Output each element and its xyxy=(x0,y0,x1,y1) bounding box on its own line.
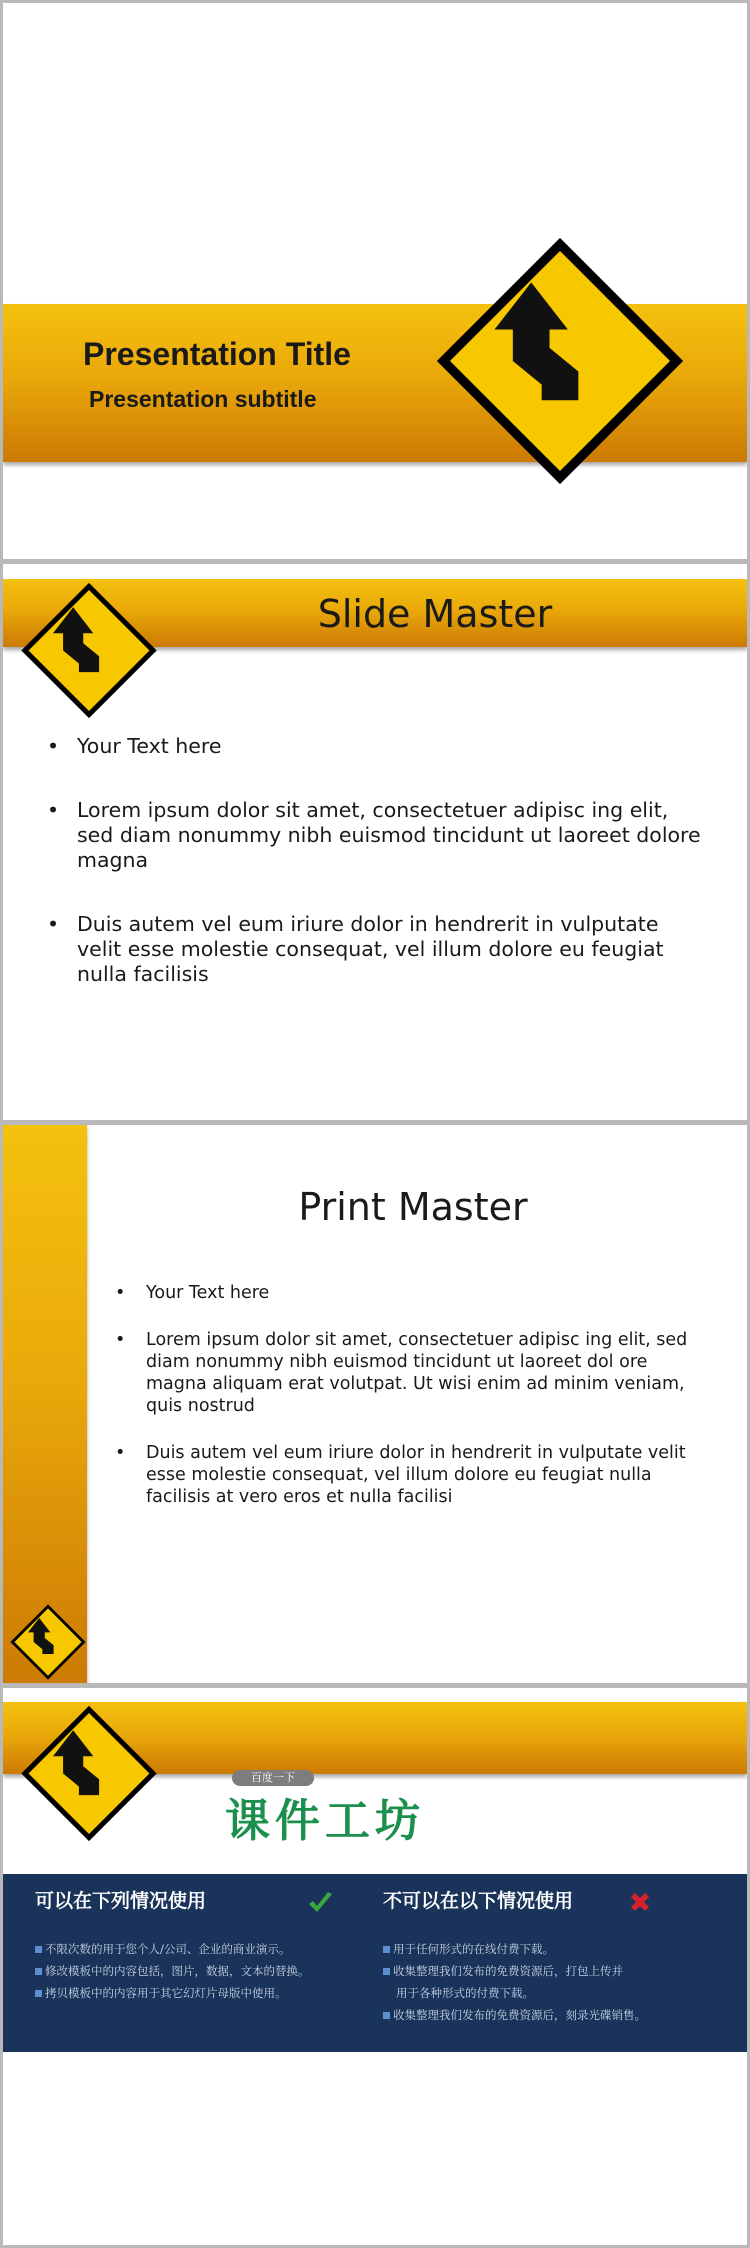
forbidden-item-continued: 用于各种形式的付费下载。 xyxy=(396,1986,534,2000)
curve-road-sign-icon xyxy=(17,1700,161,1847)
logo-badge: 百度一下 xyxy=(232,1770,314,1786)
allowed-item: 不限次数的用于您个人/公司、企业的商业演示。 xyxy=(35,1938,310,1960)
allowed-item: 拷贝模板中的内容用于其它幻灯片母版中使用。 xyxy=(35,1982,310,2004)
bullet-item: • Duis autem vel eum iriure dolor in hendrerit in vulputate velit esse molestie consequat, vel illum dolore eu feugiat nulla facilisis at vero eros et nulla facilisi xyxy=(115,1442,705,1508)
curve-road-sign-icon xyxy=(8,1601,88,1683)
bullet-item: • Lorem ipsum dolor sit amet, consectetuer adipisc ing elit, sed diam nonummy nibh euismod tincidunt ut laoreet dol ore magna aliquam erat volutpat. Ut wisi enim ad minim veniam, quis nostrud xyxy=(115,1329,705,1417)
brand-logo xyxy=(225,1770,545,1847)
forbidden-heading: 不可以在以下情况使用 xyxy=(383,1890,574,1912)
license-slide xyxy=(3,1688,747,2245)
allowed-item: 修改模板中的内容包括，图片，数据，文本的替换。 xyxy=(35,1960,310,1982)
print-master xyxy=(3,1125,747,1683)
allowed-column xyxy=(35,1874,355,2052)
curve-road-sign-icon xyxy=(17,577,161,724)
bullet-list xyxy=(115,1282,705,1533)
bullet-item: • Duis autem vel eum iriure dolor in hendrerit in vulputate velit esse molestie consequat, vel illum dolore eu feugiat nulla facilisis xyxy=(47,912,707,987)
forbidden-column xyxy=(383,1874,733,2052)
presentation-title: Presentation Title xyxy=(83,336,351,372)
logo-text: 课件工坊 xyxy=(225,1794,426,1847)
bullet-item: • Your Text here xyxy=(115,1282,705,1304)
slide-title: Slide Master xyxy=(317,592,553,636)
bullet-list xyxy=(47,734,707,1026)
slide-title: Print Master xyxy=(298,1185,528,1229)
cross-icon xyxy=(625,1888,655,1918)
check-icon xyxy=(305,1888,335,1918)
bullet-item: • Lorem ipsum dolor sit amet, consectetuer adipisc ing elit, sed diam nonummy nibh euismod tincidunt ut laoreet dolore magna xyxy=(47,798,707,873)
slide-master xyxy=(3,564,747,1120)
usage-panel xyxy=(3,1874,747,2052)
curve-road-sign-icon xyxy=(429,227,691,495)
forbidden-item: 收集整理我们发布的免费资源后，刻录光碟销售。 xyxy=(383,2004,646,2026)
title-slide xyxy=(3,3,747,559)
allowed-heading: 可以在下列情况使用 xyxy=(35,1890,207,1912)
side-rail xyxy=(3,1125,87,1683)
bullet-item: • Your Text here xyxy=(47,734,707,759)
forbidden-item: 用于任何形式的在线付费下载。 xyxy=(383,1938,646,1960)
forbidden-item: 收集整理我们发布的免费资源后，打包上传并 xyxy=(383,1960,646,1982)
presentation-subtitle: Presentation subtitle xyxy=(89,386,317,412)
